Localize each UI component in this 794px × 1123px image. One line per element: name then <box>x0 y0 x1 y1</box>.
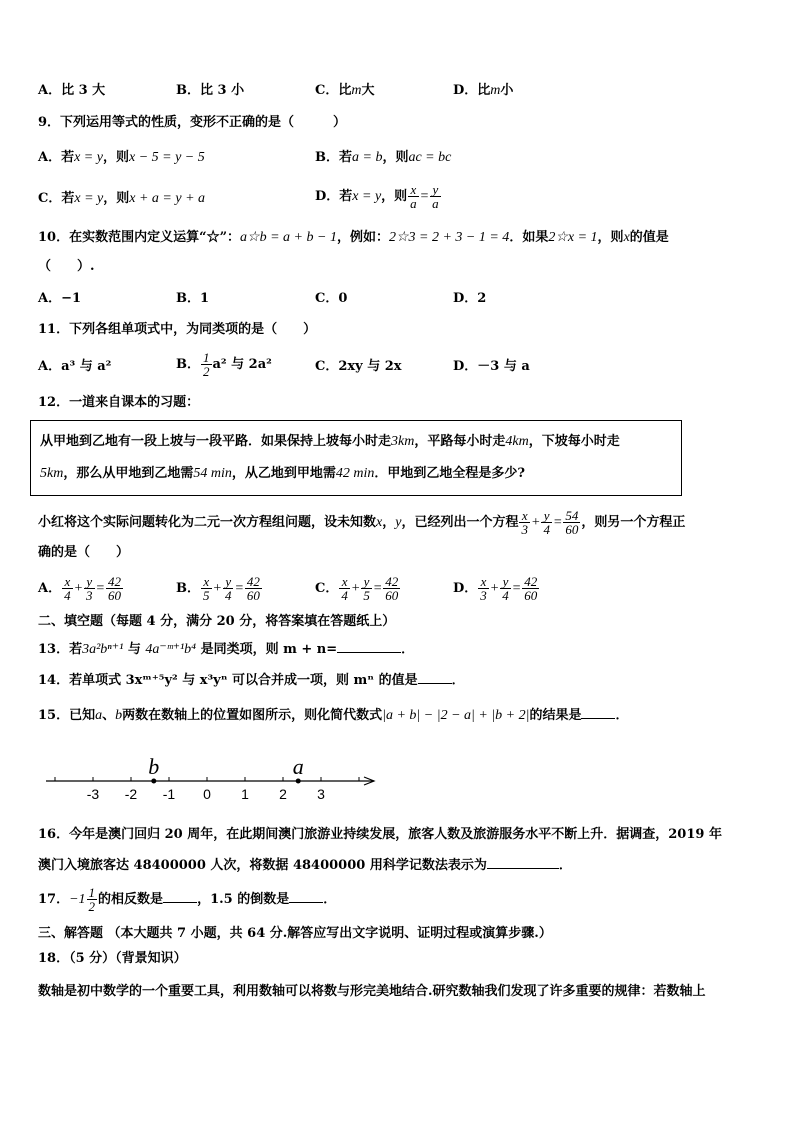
number-line-point-b <box>151 779 156 784</box>
q9-option-c: C．若x = y，则x + a = y + a <box>38 191 206 206</box>
q16-line1: 16．今年是澳门回归 20 周年，在此期间澳门旅游业持续发展，旅客人数及旅游服务水平不断上升．据调查，2019 年 <box>38 827 722 842</box>
number-line-tick-label: -3 <box>86 786 100 802</box>
q16-line2: 澳门入境旅客达 48400000 人次，将数据 48400000 用科学记数法表示为 ． <box>38 858 572 873</box>
q10-stem-line2: （ ）. <box>38 259 95 274</box>
q12-stem: 12．一道来自课本的习题： <box>38 395 200 410</box>
q12-box-line1: 从甲地到乙地有一段上坡与一段平路．如果保持上坡每小时走3km，平路每小时走4km，下坡每小时走 <box>40 434 620 449</box>
q9-d-frac-left: $\frac{x}{a}$ <box>410 182 417 211</box>
q10-option-b: B．1 <box>176 291 210 306</box>
section-2-heading: 二、填空题（每题 4 分，满分 20 分，将答案填在答题纸上） <box>38 614 396 629</box>
q9-stem: 9．下列运用等式的性质，变形不正确的是（ ） <box>38 115 347 130</box>
q15: 15．已知a、b两数在数轴上的位置如图所示，则化简代数式|a + b| − |2 − a| + |b + 2|的结果是 ． <box>38 708 629 723</box>
q10-option-c: C．0 <box>315 291 348 306</box>
q10-option-a: A．−1 <box>38 291 82 306</box>
q9-option-a: A．若x = y，则x − 5 = y − 5 <box>38 150 205 165</box>
q11-option-a: A．a³ 与 a² <box>38 359 112 374</box>
q9-d-frac-right: $\frac{y}{a}$ <box>432 182 439 211</box>
q12-text-line1: 小红将这个实际问题转化为二元一次方程组问题，设未知数x，y，已经列出一个方程 $\frac{x}{3}$ + $\frac{y}{4}$ = $\frac{54}{60}$ ，则另一个方程正 <box>38 508 686 537</box>
q18-stem: 18．（5 分）（背景知识） <box>38 951 187 966</box>
q11-b-frac: $\frac{1}{2}$ <box>203 350 210 379</box>
q12-option-a: A． $\frac{x}{4}$ + $\frac{y}{3}$ = $\frac{42}{60}$ <box>38 574 121 603</box>
section-3-heading: 三、解答题 （本大题共 7 小题，共 64 分.解答应写出文字说明、证明过程或演算步骤.） <box>38 926 552 941</box>
q13: 13．若3a²bⁿ⁺¹ 与 4a⁻ᵐ⁺¹b⁴ 是同类项，则 m + n= ． <box>38 642 415 657</box>
number-line-tick-label: 2 <box>279 786 287 802</box>
number-line-tick-label: 1 <box>241 786 249 802</box>
q12-option-c: C． $\frac{x}{4}$ + $\frac{y}{5}$ = $\frac{42}{60}$ <box>315 574 399 603</box>
number-line-tick-label: 3 <box>317 786 325 802</box>
q16-answer-blank <box>487 868 559 869</box>
q10-stem: 10．在实数范围内定义运算“☆”：a☆b = a + b − 1，例如：2☆3 = 2 + 3 − 1 = 4．如果2☆x = 1，则x的值是 <box>38 230 669 245</box>
q8-option-b: B．比 3 小 <box>176 83 245 98</box>
q11-option-c: C．2xy 与 2x <box>315 359 402 374</box>
q17-frac: $\frac{1}{2}$ <box>88 885 96 914</box>
q11-stem: 11．下列各组单项式中，为同类项的是（ ） <box>38 322 317 337</box>
q17-answer-blank-1 <box>163 902 197 903</box>
number-line-label-b: b <box>148 754 160 779</box>
q17-answer-blank-2 <box>289 902 323 903</box>
q12-option-d: D． $\frac{x}{3}$ + $\frac{y}{4}$ = $\frac{42}{60}$ <box>453 574 538 603</box>
q8-option-d: D．比m小 <box>453 83 514 98</box>
q11-option-b: B． $\frac{1}{2}$ a² 与 2a² <box>176 350 272 379</box>
q8-option-c: C．比m大 <box>315 83 375 98</box>
q13-answer-blank <box>337 652 401 653</box>
number-line-tick-label: -1 <box>162 786 176 802</box>
q18-line1: 数轴是初中数学的一个重要工具，利用数轴可以将数与形完美地结合.研究数轴我们发现了许多重要的规律：若数轴上 <box>38 984 706 999</box>
number-line-tick-label: -2 <box>124 786 138 802</box>
q14: 14．若单项式 3xᵐ⁺⁵y² 与 x³yⁿ 可以合并成一项，则 mⁿ 的值是 ． <box>38 673 465 688</box>
q15-answer-blank <box>581 718 615 719</box>
q12-option-b: B． $\frac{x}{5}$ + $\frac{y}{4}$ = $\frac{42}{60}$ <box>176 574 260 603</box>
number-line-tick-label: 0 <box>203 786 211 802</box>
q12-text-line2: 确的是（ ） <box>38 545 130 560</box>
q15-number-line <box>40 752 380 804</box>
q11-option-d: D．－3 与 a <box>453 359 530 374</box>
q14-answer-blank <box>418 683 452 684</box>
q12-box-line2: 5km，那么从甲地到乙地需54 min，从乙地到甲地需42 min．甲地到乙地全程是多少? <box>40 466 525 481</box>
q8-option-a: A．比 3 大 <box>38 83 106 98</box>
q9-option-d: D．若x = y，则 $\frac{x}{a}$ = $\frac{y}{a}$ <box>315 182 439 211</box>
number-line-label-a: a <box>292 754 304 779</box>
q12-problem-box <box>30 420 682 496</box>
q9-option-b: B．若a = b，则ac = bc <box>315 150 452 165</box>
q10-option-d: D．2 <box>453 291 487 306</box>
number-line-point-a <box>296 779 301 784</box>
q17: 17．−1 $\frac{1}{2}$ 的相反数是 ，1.5 的倒数是 ． <box>38 885 337 914</box>
